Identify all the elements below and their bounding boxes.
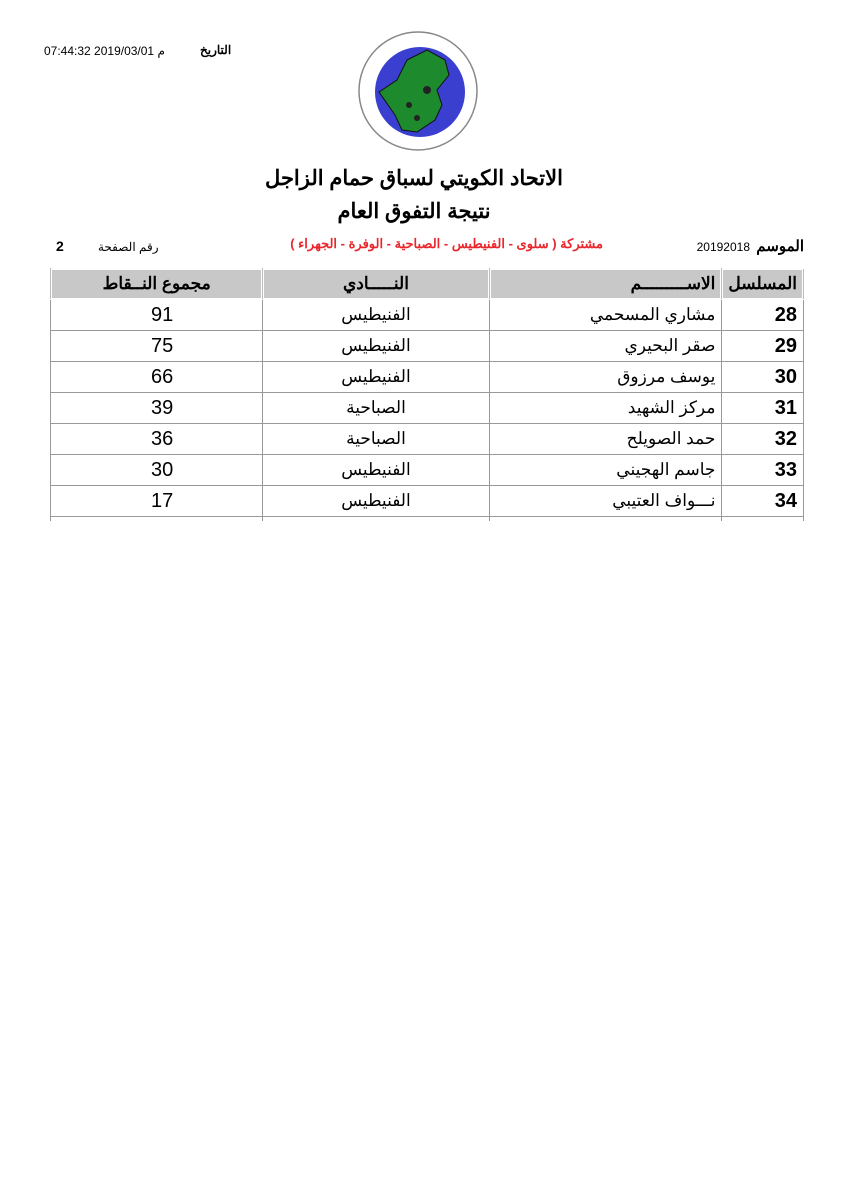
points-cell: 17 <box>51 486 263 517</box>
page-number: 2 <box>56 238 64 254</box>
serial-cell: 28 <box>722 300 804 331</box>
season-value: 20192018 <box>696 240 750 254</box>
name-cell: مشاري المسحمي <box>489 300 722 331</box>
results-table <box>50 268 804 521</box>
serial-cell: 29 <box>722 331 804 362</box>
name-cell: نـــواف العتيبي <box>489 486 722 517</box>
club-cell: الفنيطيس <box>263 362 489 393</box>
report-title: نتيجة التفوق العام <box>337 200 491 223</box>
points-cell: 75 <box>51 331 263 362</box>
table-row <box>51 362 804 393</box>
federation-title: الاتحاد الكويتي لسباق حمام الزاجل <box>265 167 563 190</box>
points-cell: 91 <box>51 300 263 331</box>
serial-cell: 31 <box>722 393 804 424</box>
page-number-label: رقم الصفحة <box>98 240 159 254</box>
points-cell: 39 <box>51 393 263 424</box>
club-cell: الفنيطيس <box>263 331 489 362</box>
name-cell: يوسف مرزوق <box>489 362 722 393</box>
date-label: التاريخ <box>200 43 232 57</box>
serial-cell: 30 <box>722 362 804 393</box>
table-row <box>51 455 804 486</box>
name-cell: مركز الشهيد <box>489 393 722 424</box>
print-date: 07:44:32 2019/03/01 م <box>44 44 165 58</box>
name-cell: حمد الصويلح <box>489 424 722 455</box>
participating-clubs: مشتركة ( سلوى - الفنيطيس - الصباحية - الوفرة - الجهراء ) <box>290 236 603 251</box>
name-cell: جاسم الهجيني <box>489 455 722 486</box>
table-row <box>51 486 804 517</box>
serial-cell: 33 <box>722 455 804 486</box>
empty-cell <box>489 517 722 522</box>
table-row <box>51 393 804 424</box>
club-cell: الفنيطيس <box>263 486 489 517</box>
table-row <box>51 331 804 362</box>
table-row <box>51 424 804 455</box>
col-name: الاســـــــــم <box>489 269 722 300</box>
col-points: مجموع النــقاط <box>51 269 263 300</box>
club-cell: الصباحية <box>263 424 489 455</box>
club-cell: الفنيطيس <box>263 300 489 331</box>
col-serial: المسلسل <box>722 269 804 300</box>
empty-cell <box>722 517 804 522</box>
club-cell: الفنيطيس <box>263 455 489 486</box>
serial-cell: 32 <box>722 424 804 455</box>
season-label: الموسم <box>756 238 804 255</box>
points-cell: 30 <box>51 455 263 486</box>
name-cell: صقر البحيري <box>489 331 722 362</box>
table-header-row <box>51 269 804 300</box>
serial-cell: 34 <box>722 486 804 517</box>
table-row <box>51 300 804 331</box>
table-end-stub <box>51 517 804 522</box>
empty-cell <box>51 517 263 522</box>
col-club: النـــــادي <box>263 269 489 300</box>
empty-cell <box>263 517 489 522</box>
points-cell: 66 <box>51 362 263 393</box>
club-cell: الصباحية <box>263 393 489 424</box>
federation-logo <box>357 30 479 152</box>
points-cell: 36 <box>51 424 263 455</box>
